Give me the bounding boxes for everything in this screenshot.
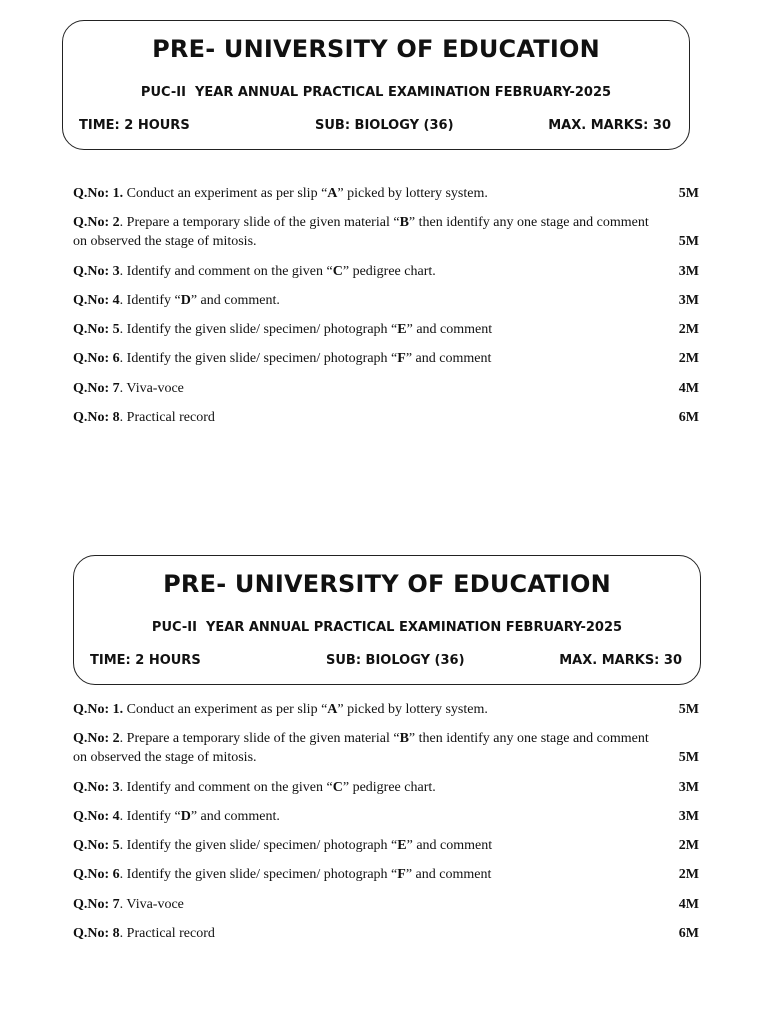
question-marks: 2M bbox=[678, 838, 699, 854]
question-row bbox=[73, 700, 699, 719]
question-body-end: ” and comment bbox=[406, 838, 493, 854]
exam-subtitle: PUC-II YEAR ANNUAL PRACTICAL EXAMINATION FEBRUARY-2025 bbox=[140, 85, 612, 100]
question-marks: 2M bbox=[678, 867, 699, 883]
question-number: Q.No: 8 bbox=[73, 926, 120, 942]
question-body: . Prepare a temporary slide of the given material “ bbox=[119, 215, 400, 231]
question-text bbox=[73, 291, 699, 310]
exam-subject: SUB: BIOLOGY (36) bbox=[315, 118, 454, 133]
question-row bbox=[73, 778, 699, 797]
question-marks: 3M bbox=[678, 779, 699, 795]
question-key-letter: B bbox=[399, 731, 409, 747]
question-text bbox=[73, 865, 699, 884]
question-key-letter: E bbox=[397, 838, 407, 854]
question-number: Q.No: 3 bbox=[73, 779, 120, 795]
question-key-letter: C bbox=[332, 779, 343, 795]
question-marks: 3M bbox=[678, 292, 699, 308]
question-body-end: ” and comment. bbox=[190, 808, 280, 824]
question-number: Q.No: 3 bbox=[73, 263, 120, 279]
question-list bbox=[73, 700, 699, 953]
question-row bbox=[73, 262, 699, 281]
question-row bbox=[73, 924, 699, 943]
exam-subject: SUB: BIOLOGY (36) bbox=[326, 653, 465, 668]
exam-time: TIME: 2 HOURS bbox=[79, 118, 190, 133]
question-marks: 2M bbox=[678, 351, 699, 367]
question-number: Q.No: 4 bbox=[73, 808, 120, 824]
institution-title: PRE- UNIVERSITY OF EDUCATION bbox=[152, 35, 600, 63]
question-number: Q.No: 2 bbox=[73, 215, 120, 231]
question-body: . Practical record bbox=[119, 410, 215, 426]
question-number: Q.No: 1. bbox=[73, 702, 124, 717]
question-row bbox=[73, 184, 699, 203]
question-marks: 6M bbox=[678, 926, 699, 942]
question-key-letter: F bbox=[397, 351, 406, 367]
question-body: . Viva-voce bbox=[119, 380, 184, 396]
question-key-letter: C bbox=[332, 263, 343, 279]
question-marks: 4M bbox=[678, 896, 699, 912]
question-body: . Identify “ bbox=[119, 808, 181, 824]
question-text bbox=[73, 924, 699, 943]
question-body: . Identify and comment on the given “ bbox=[119, 263, 333, 279]
question-row bbox=[73, 807, 699, 826]
question-text bbox=[73, 320, 699, 339]
question-number: Q.No: 5 bbox=[73, 838, 120, 854]
question-body: . Identify the given slide/ specimen/ photograph “ bbox=[119, 838, 398, 854]
question-row bbox=[73, 729, 699, 767]
question-body-end: ” pedigree chart. bbox=[342, 779, 436, 795]
question-text bbox=[73, 836, 699, 855]
question-body: Conduct an experiment as per slip “ bbox=[123, 702, 328, 717]
question-row bbox=[73, 213, 699, 251]
question-key-letter: E bbox=[397, 322, 407, 338]
question-body: . Viva-voce bbox=[119, 896, 184, 912]
question-body: . Identify the given slide/ specimen/ photograph “ bbox=[119, 351, 398, 367]
question-marks: 2M bbox=[678, 322, 699, 338]
question-text bbox=[73, 408, 699, 427]
question-number: Q.No: 2 bbox=[73, 731, 120, 747]
question-body-end: ” picked by lottery system. bbox=[337, 186, 488, 201]
question-number: Q.No: 6 bbox=[73, 351, 120, 367]
exam-header-box bbox=[62, 20, 690, 150]
question-body-end: ” and comment. bbox=[190, 292, 280, 308]
question-key-letter: B bbox=[399, 215, 409, 231]
question-key-letter: F bbox=[397, 867, 406, 883]
question-text bbox=[73, 778, 699, 797]
question-number: Q.No: 4 bbox=[73, 292, 120, 308]
question-marks: 5M bbox=[678, 702, 699, 717]
question-text bbox=[73, 349, 699, 368]
question-row bbox=[73, 865, 699, 884]
question-body-end: ” then identify any one stage and comment on observed the stage of mitosis. bbox=[73, 731, 649, 766]
question-marks: 4M bbox=[678, 380, 699, 396]
question-text bbox=[73, 379, 699, 398]
question-row bbox=[73, 379, 699, 398]
exam-subtitle: PUC-II YEAR ANNUAL PRACTICAL EXAMINATION FEBRUARY-2025 bbox=[151, 620, 623, 635]
question-text bbox=[73, 184, 699, 203]
exam-header-box bbox=[73, 555, 701, 685]
question-body: Conduct an experiment as per slip “ bbox=[123, 186, 328, 201]
question-body-end: ” and comment bbox=[405, 867, 492, 883]
question-text bbox=[73, 895, 699, 914]
question-key-letter: A bbox=[327, 186, 338, 201]
question-marks: 5M bbox=[678, 186, 699, 201]
question-body-end: ” and comment bbox=[406, 322, 493, 338]
question-number: Q.No: 1. bbox=[73, 186, 124, 201]
question-marks: 5M bbox=[678, 750, 699, 766]
question-row bbox=[73, 895, 699, 914]
question-marks: 3M bbox=[678, 263, 699, 279]
question-body: . Practical record bbox=[119, 926, 215, 942]
question-row bbox=[73, 291, 699, 310]
question-body-end: ” then identify any one stage and comment on observed the stage of mitosis. bbox=[73, 215, 649, 250]
question-marks: 5M bbox=[678, 234, 699, 250]
question-body: . Prepare a temporary slide of the given material “ bbox=[119, 731, 400, 747]
question-body: . Identify the given slide/ specimen/ photograph “ bbox=[119, 322, 398, 338]
question-text bbox=[73, 807, 699, 826]
question-text bbox=[73, 213, 699, 251]
question-row bbox=[73, 836, 699, 855]
question-body: . Identify and comment on the given “ bbox=[119, 779, 333, 795]
question-row bbox=[73, 408, 699, 427]
question-number: Q.No: 7 bbox=[73, 380, 120, 396]
question-body-end: ” pedigree chart. bbox=[342, 263, 436, 279]
question-body-end: ” and comment bbox=[405, 351, 492, 367]
question-body: . Identify “ bbox=[119, 292, 181, 308]
question-row bbox=[73, 320, 699, 339]
question-number: Q.No: 7 bbox=[73, 896, 120, 912]
question-text bbox=[73, 700, 699, 719]
question-number: Q.No: 8 bbox=[73, 410, 120, 426]
institution-title: PRE- UNIVERSITY OF EDUCATION bbox=[163, 570, 611, 598]
exam-max-marks: MAX. MARKS: 30 bbox=[548, 118, 671, 133]
question-marks: 6M bbox=[678, 410, 699, 426]
question-key-letter: A bbox=[327, 702, 338, 717]
question-text bbox=[73, 729, 699, 767]
question-body: . Identify the given slide/ specimen/ photograph “ bbox=[119, 867, 398, 883]
question-list bbox=[73, 184, 699, 437]
question-marks: 3M bbox=[678, 808, 699, 824]
question-key-letter: D bbox=[180, 808, 191, 824]
question-row bbox=[73, 349, 699, 368]
question-number: Q.No: 5 bbox=[73, 322, 120, 338]
question-text bbox=[73, 262, 699, 281]
question-key-letter: D bbox=[180, 292, 191, 308]
exam-time: TIME: 2 HOURS bbox=[90, 653, 201, 668]
question-body-end: ” picked by lottery system. bbox=[337, 702, 488, 717]
exam-max-marks: MAX. MARKS: 30 bbox=[559, 653, 682, 668]
question-number: Q.No: 6 bbox=[73, 867, 120, 883]
